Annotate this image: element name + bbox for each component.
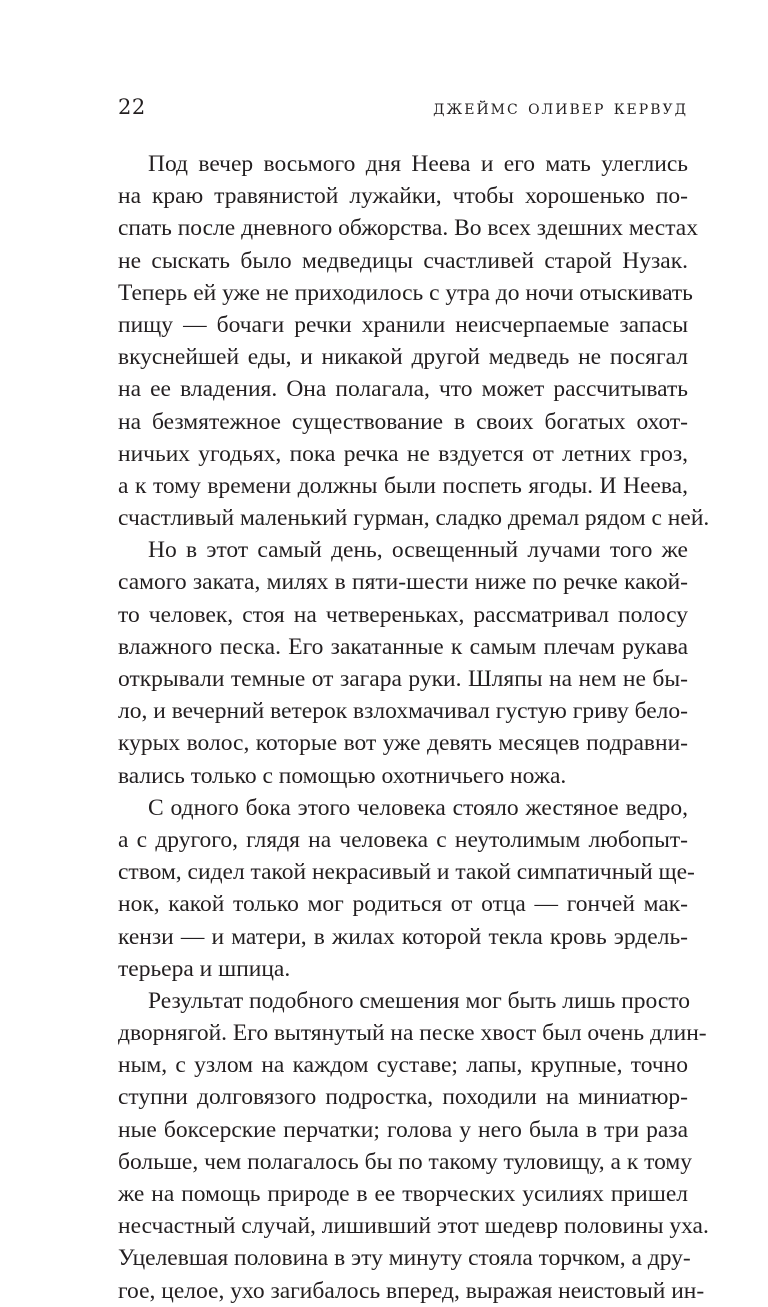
- text-line: больше, чем полагалось бы по такому туловищу, а к тому: [118, 1148, 693, 1175]
- text-line: ничьих угодьях, пока речка не вздуется от летних гроз,: [118, 440, 688, 467]
- text-line: Под вечер восьмого дня Неева и его мать улеглись: [148, 151, 688, 177]
- running-header: [118, 91, 688, 123]
- text-line: открывали темные от загара руки. Шляпы на нем не бы-: [118, 666, 688, 692]
- text-line: на безмятежное существование в своих богатых охот-: [118, 408, 688, 435]
- text-line: на ее владения. Она полагала, что может рассчитывать: [118, 376, 688, 403]
- text-line: пищу — бочаги речки хранили неисчерпаемые запасы: [118, 311, 688, 338]
- text-line: а с другого, глядя на человека с неутолимым любопыт-: [118, 826, 688, 853]
- text-line: Теперь ей уже не приходилось с утра до ночи отыскивать: [118, 279, 693, 306]
- text-line: самого заката, милях в пяти-шести ниже по речке какой-: [118, 569, 688, 596]
- text-line: дворнягой. Его вытянутый на песке хвост был очень длин-: [118, 1020, 707, 1047]
- text-line: же на помощь природе в ее творческих усилиях пришел: [118, 1181, 688, 1207]
- text-line: ным, с узлом на каждом суставе; лапы, крупные, точно: [118, 1052, 688, 1079]
- text-line: нок, какой только мог родиться от отца — гончей мак-: [118, 891, 688, 918]
- text-line: кензи — и матери, в жилах которой текла кровь эрдель-: [118, 923, 688, 950]
- author-name: джеймс оливер кервуд: [433, 95, 688, 119]
- text-line: ло, и вечерний ветерок взлохмачивал густую гриву бело-: [118, 698, 688, 725]
- text-line: курых волос, которые вот уже девять месяцев подравни-: [118, 730, 688, 757]
- page-number: 22: [118, 95, 146, 119]
- text-line: вались только с помощью охотничьего ножа.: [118, 762, 567, 789]
- text-line: несчастный случай, лишивший этот шедевр половины уха.: [118, 1213, 709, 1240]
- text-line: влажного песка. Его закатанные к самым плечам рукава: [118, 633, 688, 660]
- text-line: Результат подобного смешения мог быть лишь просто: [148, 987, 691, 1014]
- text-line: спать после дневного обжорства. Во всех здешних местах: [118, 215, 698, 242]
- text-line: а к тому времени должны были поспеть ягоды. И Неева,: [118, 472, 688, 499]
- text-line: не сыскать было медведицы счастливей старой Нузак.: [118, 247, 688, 274]
- text-line: Но в этот самый день, освещенный лучами того же: [148, 537, 688, 564]
- text-line: С одного бока этого человека стояло жестяное ведро,: [148, 794, 688, 821]
- text-line: терьера и шпица.: [118, 955, 291, 982]
- text-line: счастливый маленький гурман, сладко дремал рядом с ней.: [118, 505, 710, 532]
- text-line: Уцелевшая половина в эту минуту стояла торчком, а дру-: [118, 1245, 691, 1272]
- text-line: на краю травянистой лужайки, чтобы хорошенько по-: [118, 183, 688, 210]
- text-line: ступни долговязого подростка, походили на миниатюр-: [118, 1084, 688, 1111]
- body-text: [118, 148, 710, 1307]
- text-line: ные боксерские перчатки; голова у него была в три раза: [118, 1116, 688, 1143]
- text-line: ством, сидел такой некрасивый и такой симпатичный ще-: [118, 859, 695, 886]
- text-line: гое, целое, ухо загибалось вперед, выражая неистовый ин-: [118, 1277, 705, 1304]
- text-line: вкуснейшей еды, и никакой другой медведь не посягал: [118, 344, 688, 371]
- text-line: то человек, стоя на четвереньках, рассматривал полосу: [118, 601, 688, 628]
